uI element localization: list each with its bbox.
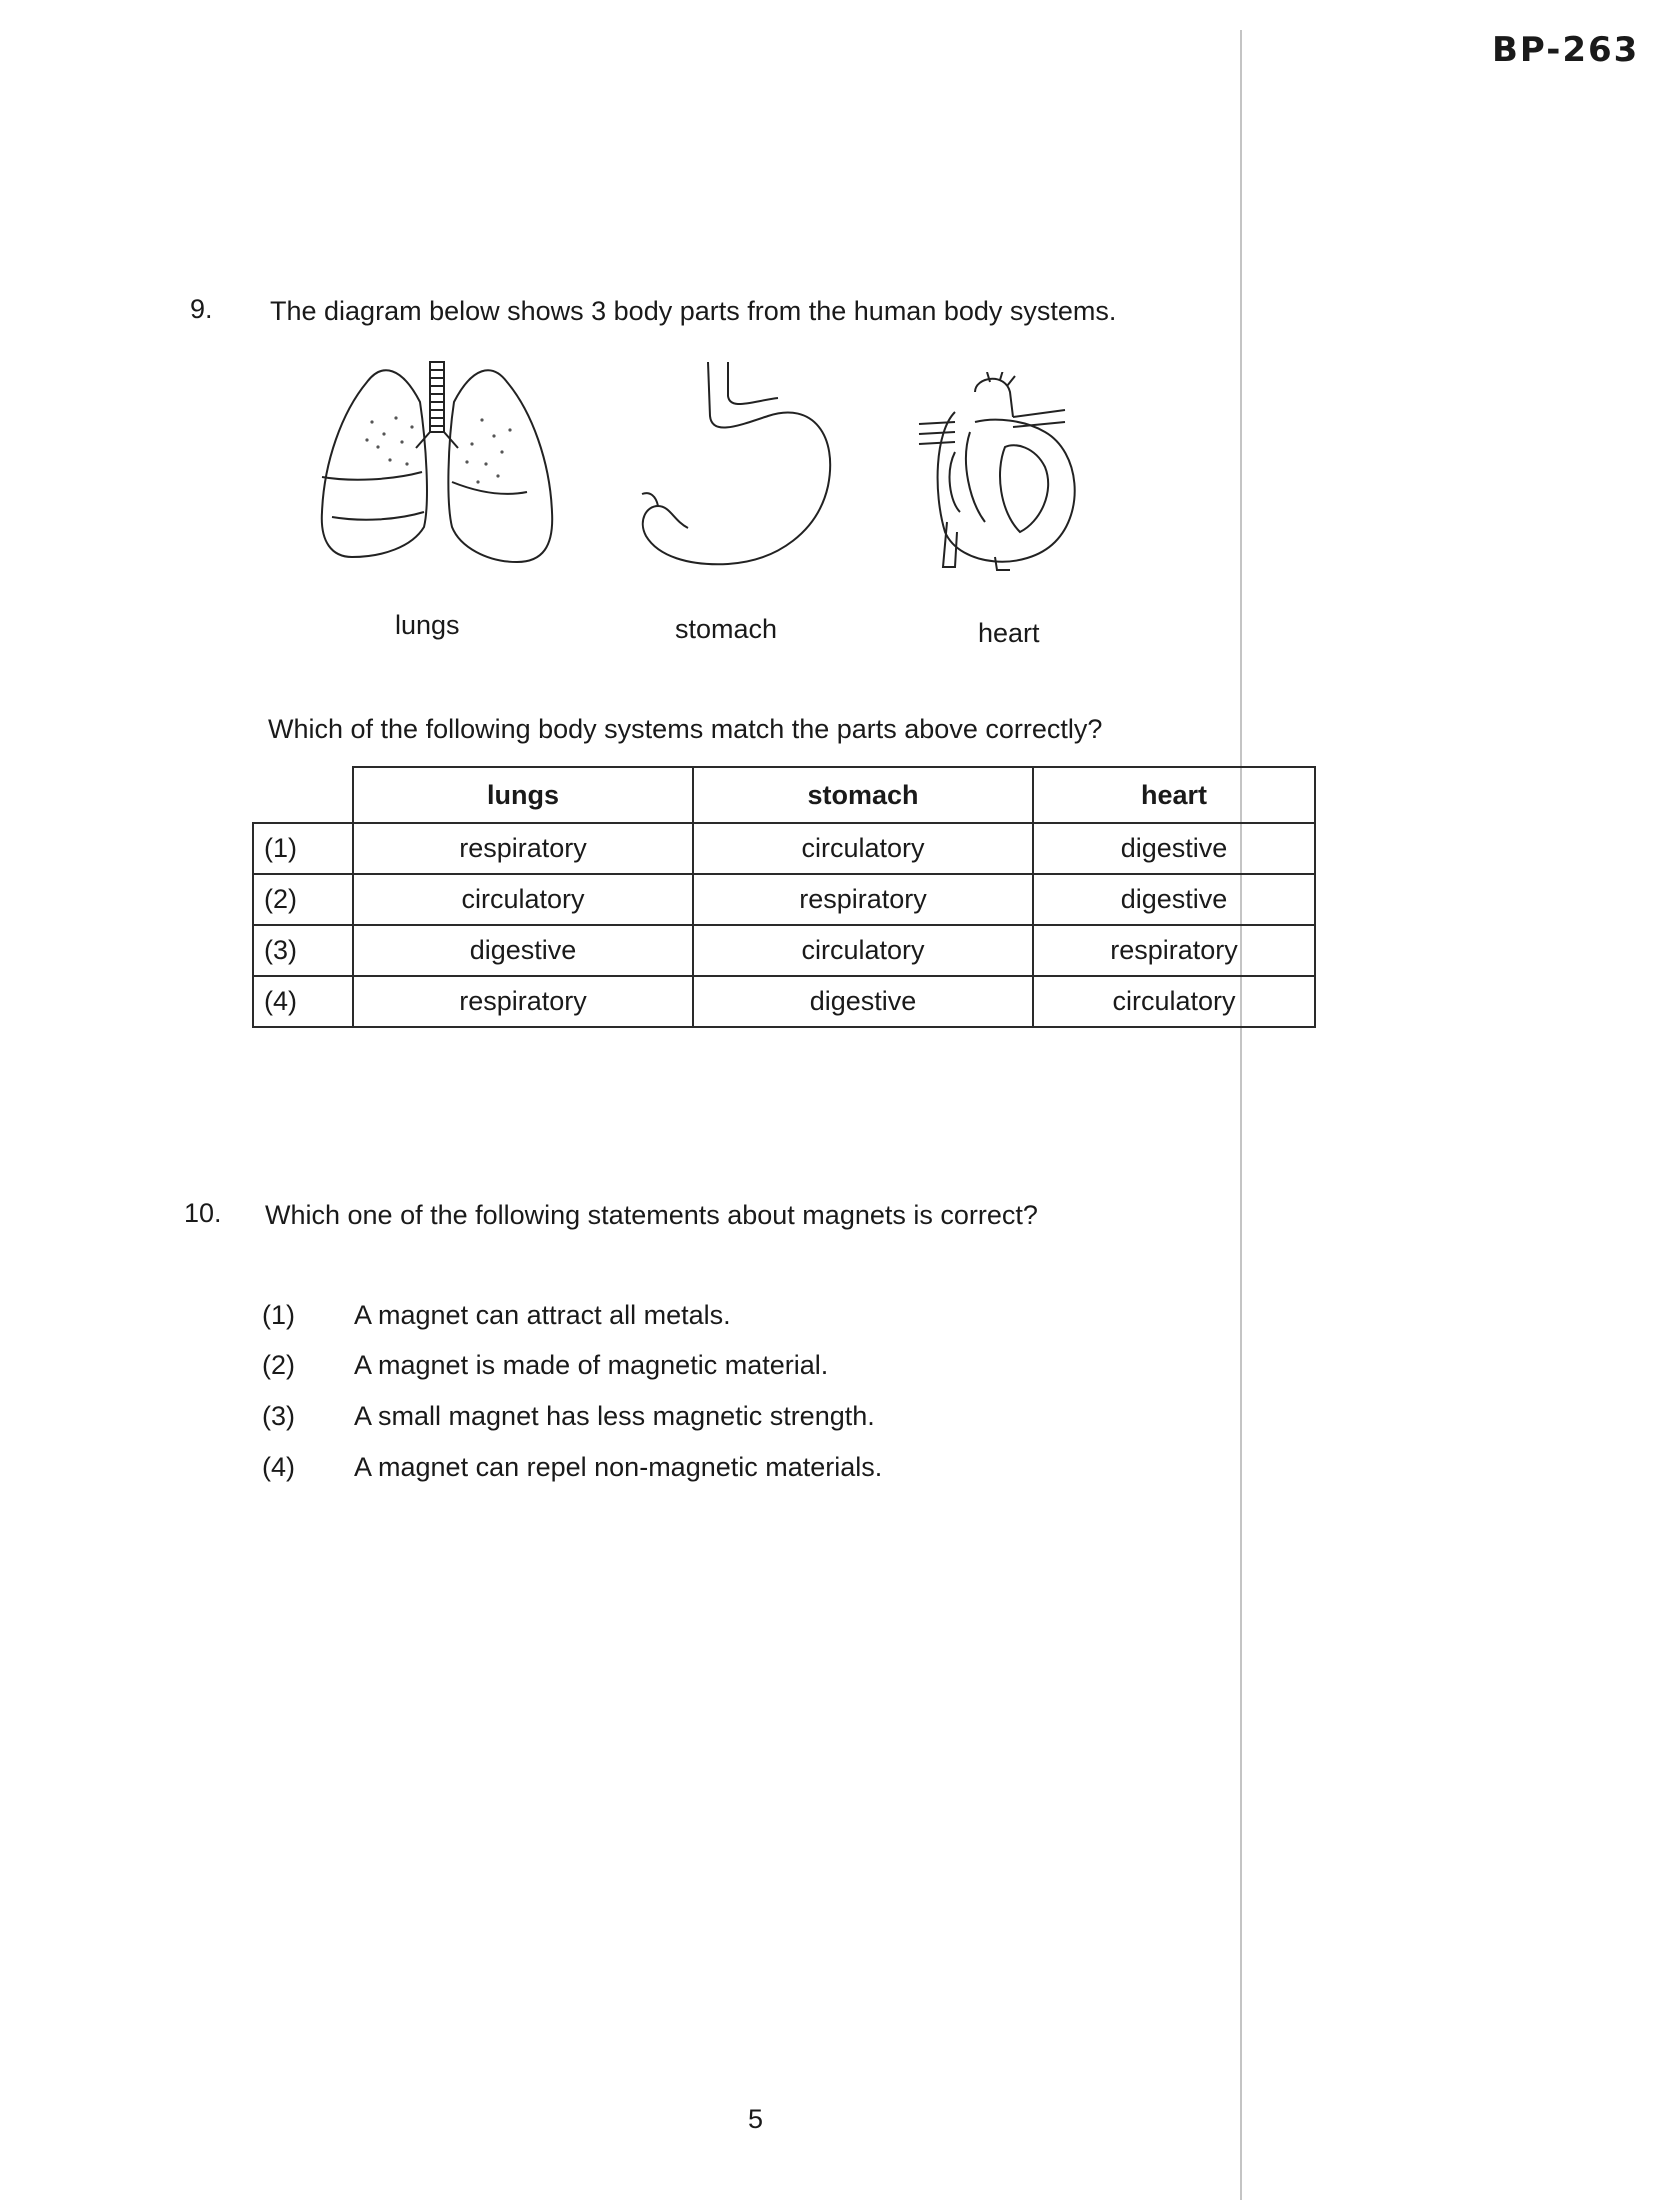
table-row: [253, 823, 1315, 874]
heart-label: heart: [978, 618, 1040, 648]
lungs-drawing: [312, 352, 562, 577]
table-row: [253, 874, 1315, 925]
option-text: A magnet can attract all metals.: [354, 1300, 731, 1330]
header-heart: heart: [1033, 767, 1315, 823]
table-cell: respiratory: [1033, 925, 1315, 976]
stomach-drawing: [628, 356, 853, 571]
option-label: (2): [253, 874, 353, 925]
table-cell: circulatory: [353, 874, 693, 925]
option-label: (4): [253, 976, 353, 1027]
answer-option: [262, 1401, 875, 1432]
option-label: (2): [262, 1350, 295, 1380]
table-cell: respiratory: [353, 823, 693, 874]
option-label: (3): [262, 1401, 295, 1431]
page-code: BP-263: [1492, 30, 1640, 70]
question-10-number: 10.: [184, 1198, 222, 1228]
table-header-row: [253, 767, 1315, 823]
table-cell: digestive: [1033, 874, 1315, 925]
stomach-label: stomach: [675, 614, 778, 644]
heart-drawing: [915, 372, 1090, 572]
question-9-number: 9.: [190, 294, 213, 324]
option-label: (1): [262, 1300, 295, 1330]
table-cell: circulatory: [1033, 976, 1315, 1027]
table-cell: respiratory: [353, 976, 693, 1027]
option-label: (1): [253, 823, 353, 874]
option-text: A magnet can repel non-magnetic materials.: [354, 1452, 883, 1482]
table-row: [253, 976, 1315, 1027]
table-cell: digestive: [1033, 823, 1315, 874]
table-cell: circulatory: [693, 823, 1033, 874]
question-10-prompt: Which one of the following statements about magnets is correct?: [265, 1200, 1038, 1230]
table-corner: [253, 767, 353, 823]
option-label: (3): [253, 925, 353, 976]
table-cell: digestive: [353, 925, 693, 976]
question-9-question: Which of the following body systems match the parts above correctly?: [268, 714, 1103, 744]
page-number: 5: [748, 2104, 764, 2134]
option-label: (4): [262, 1452, 295, 1482]
lungs-label: lungs: [395, 610, 460, 640]
answer-option: [262, 1452, 882, 1483]
table-cell: digestive: [693, 976, 1033, 1027]
table-row: [253, 925, 1315, 976]
question-9-prompt: The diagram below shows 3 body parts from the human body systems.: [270, 296, 1117, 326]
table-cell: circulatory: [693, 925, 1033, 976]
table-cell: respiratory: [693, 874, 1033, 925]
answer-option: [262, 1300, 731, 1331]
header-stomach: stomach: [693, 767, 1033, 823]
option-text: A small magnet has less magnetic strength.: [354, 1401, 875, 1431]
header-lungs: lungs: [353, 767, 693, 823]
option-text: A magnet is made of magnetic material.: [354, 1350, 829, 1380]
answer-option: [262, 1350, 828, 1381]
margin-line: [1240, 30, 1242, 2200]
answer-table: [252, 766, 1316, 1028]
